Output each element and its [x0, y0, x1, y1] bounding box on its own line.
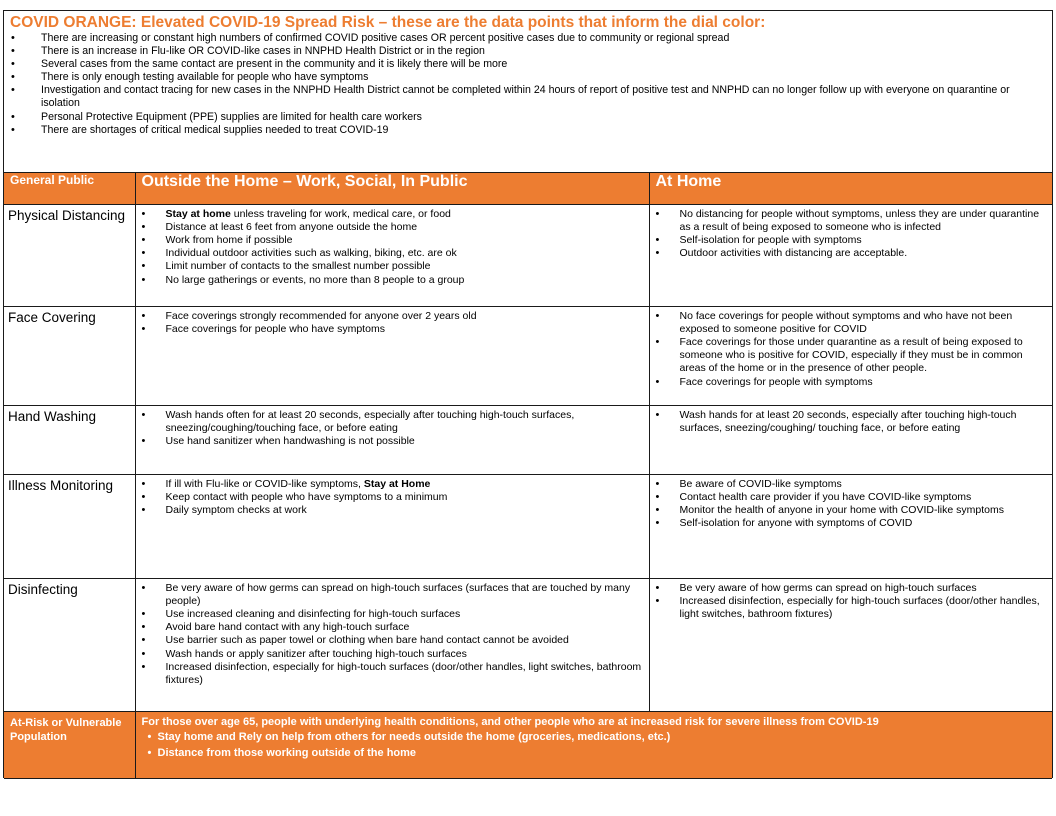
list-item: • Face coverings strongly recommended for anyone over 2 years old — [140, 310, 645, 323]
list-item: • Monitor the health of anyone in your home with COVID-like symptoms — [654, 504, 1049, 517]
list-item: • Limit number of contacts to the smallest number possible — [140, 260, 645, 273]
risk-indicator-list — [10, 32, 1046, 137]
list-item: • Wash hands for at least 20 seconds, especially after touching high-touch surfaces, sneezing/coughing/ touching face, or before eating — [654, 409, 1049, 435]
physical-distancing-home-cell — [649, 204, 1052, 306]
list-item: • Keep contact with people who have symptoms to a minimum — [140, 491, 645, 504]
list-item: • Use increased cleaning and disinfecting for high-touch surfaces — [140, 608, 645, 621]
table-header-row — [4, 173, 1052, 204]
table-row-illness-monitoring — [4, 474, 1052, 578]
table-row-at-risk — [4, 711, 1052, 778]
list-item: • Individual outdoor activities such as walking, biking, etc. are ok — [140, 247, 645, 260]
header-general-public: General Public — [4, 173, 135, 204]
list-item: • Work from home if possible — [140, 234, 645, 247]
risk-indicator-item: • There are shortages of critical medical supplies needed to treat COVID-19 — [10, 124, 1046, 137]
stay-at-home-emphasis: Stay at home — [165, 207, 231, 220]
illness-monitoring-home-cell — [649, 474, 1052, 578]
stay-at-home-emphasis: Stay at Home — [363, 477, 431, 490]
row-label-at-risk: At-Risk or Vulnerable Population — [4, 711, 135, 778]
at-risk-guidance-cell — [135, 711, 1052, 778]
hand-washing-home-cell — [649, 405, 1052, 474]
row-label-hand-washing: Hand Washing — [4, 405, 135, 474]
list-item: • Wash hands or apply sanitizer after touching high-touch surfaces — [140, 648, 645, 661]
table-row-hand-washing — [4, 405, 1052, 474]
stay-at-home-rest: unless traveling for work, medical care, or food — [230, 207, 451, 220]
header-block — [4, 11, 1052, 173]
row-label-face-covering: Face Covering — [4, 306, 135, 405]
list-item: • Self-isolation for anyone with symptoms of COVID — [654, 517, 1049, 530]
list-item: • Distance from those working outside of the home — [142, 746, 1047, 762]
ill-pre-text: If ill with Flu-like or COVID-like symptoms, — [165, 477, 364, 490]
table-row-disinfecting — [4, 578, 1052, 711]
list-item: • Daily symptom checks at work — [140, 504, 645, 517]
hand-washing-outside-cell — [135, 405, 649, 474]
guidance-table — [4, 173, 1052, 779]
risk-indicator-item: • Investigation and contact tracing for new cases in the NNPHD Health District cannot be completed within 24 hours of report of positive test and NNPHD can no longer follow up with everyone on quarantine or isolation — [10, 84, 1046, 110]
list-item: • No large gatherings or events, no more than 8 people to a group — [140, 274, 645, 287]
header-outside-home: Outside the Home – Work, Social, In Public — [135, 173, 649, 204]
list-item: • Increased disinfection, especially for high-touch surfaces (door/other handles, light switches, bathroom fixtures) — [654, 595, 1049, 621]
row-label-physical-distancing: Physical Distancing — [4, 204, 135, 306]
list-item: • Outdoor activities with distancing are acceptable. — [654, 247, 1049, 260]
list-item: • Use barrier such as paper towel or clothing when bare hand contact cannot be avoided — [140, 634, 645, 647]
list-item: • Be very aware of how germs can spread on high-touch surfaces (surfaces that are touched by many people) — [140, 582, 645, 608]
table-row-physical-distancing — [4, 204, 1052, 306]
face-covering-home-cell — [649, 306, 1052, 405]
list-item: • Face coverings for people who have symptoms — [140, 323, 645, 336]
list-item: • No distancing for people without symptoms, unless they are under quarantine as a result of being exposed to someone who is infected — [654, 208, 1049, 234]
list-item: • Stay home and Rely on help from others for needs outside the home (groceries, medications, etc.) — [142, 730, 1047, 746]
face-covering-outside-cell — [135, 306, 649, 405]
illness-monitoring-outside-cell — [135, 474, 649, 578]
list-item: • Distance at least 6 feet from anyone outside the home — [140, 221, 645, 234]
risk-indicator-item: • There is only enough testing available for people who have symptoms — [10, 71, 1046, 84]
list-item: • Use hand sanitizer when handwashing is not possible — [140, 435, 645, 448]
risk-indicator-item: • Personal Protective Equipment (PPE) supplies are limited for health care workers — [10, 111, 1046, 124]
row-label-illness-monitoring: Illness Monitoring — [4, 474, 135, 578]
list-item — [140, 208, 645, 221]
risk-indicator-item: • Several cases from the same contact are present in the community and it is likely there will be more — [10, 58, 1046, 71]
list-item: • Avoid bare hand contact with any high-touch surface — [140, 621, 645, 634]
list-item: • No face coverings for people without symptoms and who have not been exposed to someone positive for COVID — [654, 310, 1049, 336]
table-row-face-covering — [4, 306, 1052, 405]
list-item: • Face coverings for those under quarantine as a result of being exposed to someone who is positive for COVID, especially if they must be in common areas of the home or in the presence of other people. — [654, 336, 1049, 376]
list-item: • Contact health care provider if you have COVID-like symptoms — [654, 491, 1049, 504]
physical-distancing-outside-cell — [135, 204, 649, 306]
covid-orange-guidance-sheet — [3, 10, 1053, 778]
at-risk-intro: For those over age 65, people with underlying health conditions, and other people who are at increased risk for severe illness from COVID-19 — [141, 715, 879, 728]
row-label-disinfecting: Disinfecting — [4, 578, 135, 711]
list-item: • Be aware of COVID-like symptoms — [654, 478, 1049, 491]
disinfecting-outside-cell — [135, 578, 649, 711]
page-title: COVID ORANGE: Elevated COVID-19 Spread Risk – these are the data points that inform the dial color: — [10, 14, 766, 31]
list-item: • Be very aware of how germs can spread on high-touch surfaces — [654, 582, 1049, 595]
list-item: • Self-isolation for people with symptoms — [654, 234, 1049, 247]
disinfecting-home-cell — [649, 578, 1052, 711]
risk-indicator-item: • There is an increase in Flu-like OR COVID-like cases in NNPHD Health District or in the region — [10, 45, 1046, 58]
list-item: • Increased disinfection, especially for high-touch surfaces (door/other handles, light switches, bathroom fixtures) — [140, 661, 645, 687]
risk-indicator-item: • There are increasing or constant high numbers of confirmed COVID positive cases OR percent positive cases due to community or regional spread — [10, 32, 1046, 45]
list-item — [140, 478, 645, 491]
header-at-home: At Home — [649, 173, 1052, 204]
list-item: • Face coverings for people with symptoms — [654, 376, 1049, 389]
list-item: • Wash hands often for at least 20 seconds, especially after touching high-touch surfaces, sneezing/coughing/touching face, or before eating — [140, 409, 645, 435]
